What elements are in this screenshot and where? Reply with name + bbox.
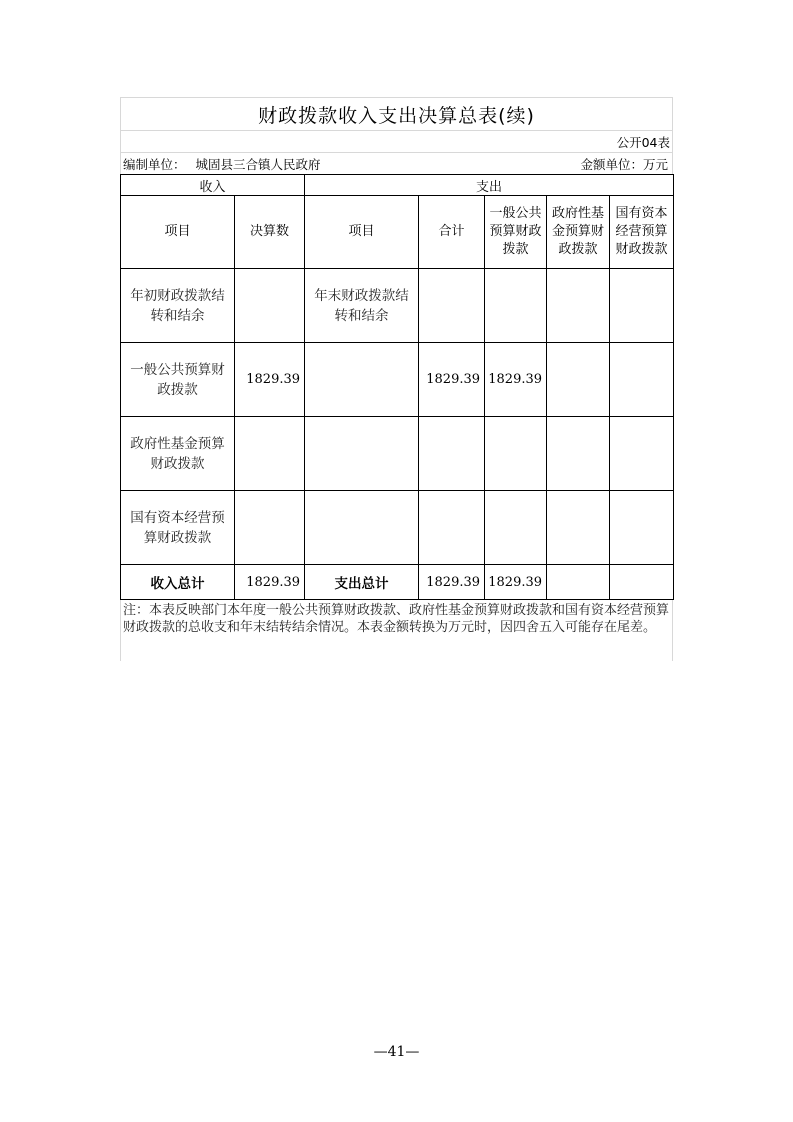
col-gov-fund: 政府性基金预算财政拨款 [547, 196, 610, 269]
expense-item [305, 491, 419, 565]
col-general-budget: 一般公共预算财政拨款 [485, 196, 547, 269]
income-item: 国有资本经营预算财政拨款 [121, 491, 235, 565]
total-amount: 1829.39 [419, 343, 485, 417]
total-amount [419, 269, 485, 343]
expense-item [305, 343, 419, 417]
page-number: —41— [373, 1044, 420, 1060]
income-amount [235, 417, 305, 491]
totals-row [121, 565, 674, 600]
compiling-unit-name: 城固县三合镇人民政府 [195, 156, 321, 172]
amount-unit: 金额单位：万元 [580, 156, 668, 172]
income-total-amount: 1829.39 [235, 565, 305, 600]
table-row [121, 491, 674, 565]
footnote: 注：本表反映部门本年度一般公共预算财政拨款、政府性基金预算财政拨款和国有资本经营预算财政拨款的总收支和年末结转结余情况。本表金额转换为万元时，因四舍五入可能存在尾差。 [120, 600, 673, 661]
general-amount [485, 269, 547, 343]
fund-amount [547, 417, 610, 491]
income-amount [235, 269, 305, 343]
report-title: 财政拨款收入支出决算总表(续) [120, 97, 673, 130]
capital-amount [610, 269, 674, 343]
expense-total-label: 支出总计 [305, 565, 419, 600]
capital-total-amount [610, 565, 674, 600]
total-amount [419, 417, 485, 491]
income-amount: 1829.39 [235, 343, 305, 417]
col-state-capital: 国有资本经营预算财政拨款 [610, 196, 674, 269]
compiling-unit-label: 编制单位： [123, 156, 186, 172]
income-amount [235, 491, 305, 565]
fund-total-amount [547, 565, 610, 600]
total-amount [419, 491, 485, 565]
expense-total-amount: 1829.39 [419, 565, 485, 600]
expense-item: 年末财政拨款结转和结余 [305, 269, 419, 343]
table-row [121, 269, 674, 343]
capital-amount [610, 491, 674, 565]
general-amount [485, 417, 547, 491]
col-expense-item: 项目 [305, 196, 419, 269]
table-row [121, 343, 674, 417]
col-income-item: 项目 [121, 196, 235, 269]
income-header: 收入 [121, 175, 305, 196]
capital-amount [610, 417, 674, 491]
table-row [121, 417, 674, 491]
general-amount [485, 491, 547, 565]
general-amount: 1829.39 [485, 343, 547, 417]
income-item: 年初财政拨款结转和结余 [121, 269, 235, 343]
general-total-amount: 1829.39 [485, 565, 547, 600]
expense-item [305, 417, 419, 491]
table-code: 公开04表 [120, 130, 673, 152]
expense-header: 支出 [305, 175, 674, 196]
col-final-amount: 决算数 [235, 196, 305, 269]
income-item: 一般公共预算财政拨款 [121, 343, 235, 417]
header-row-1 [121, 175, 674, 196]
col-total: 合计 [419, 196, 485, 269]
income-total-label: 收入总计 [121, 565, 235, 600]
income-item: 政府性基金预算财政拨款 [121, 417, 235, 491]
fund-amount [547, 269, 610, 343]
fund-amount [547, 343, 610, 417]
header-row-2 [121, 196, 674, 269]
unit-row [120, 152, 673, 174]
fund-amount [547, 491, 610, 565]
budget-table [120, 174, 674, 600]
compiling-unit [123, 155, 321, 173]
report-sheet [120, 97, 673, 661]
capital-amount [610, 343, 674, 417]
